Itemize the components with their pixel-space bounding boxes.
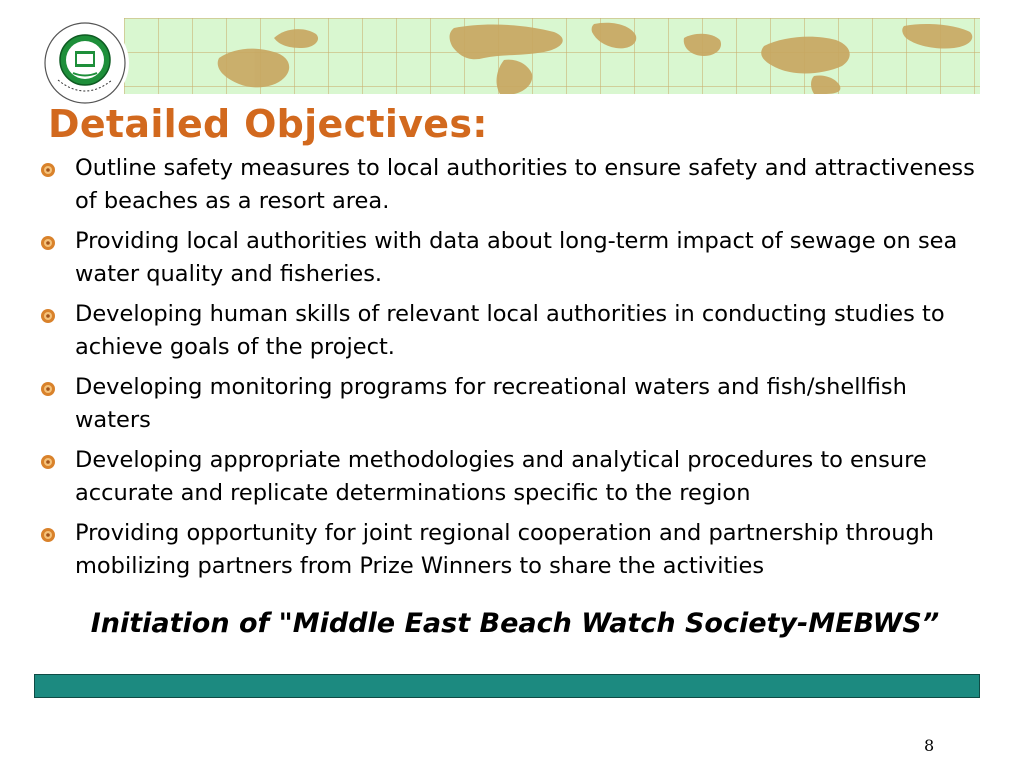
bullet-icon [40, 527, 56, 543]
objective-item [38, 298, 978, 364]
objective-text: Developing human skills of relevant local authorities in conducting studies to achieve goals of the project. [75, 301, 945, 360]
world-map-icon [124, 18, 980, 94]
slide-title: Detailed Objectives: [48, 102, 488, 146]
bullet-icon [40, 454, 56, 470]
objective-text: Outline safety measures to local authorities to ensure safety and attractiveness of beaches as a resort area. [75, 155, 975, 214]
bullet-icon [40, 235, 56, 251]
objective-item [38, 444, 978, 510]
page-number: 8 [924, 736, 935, 755]
bullet-icon [40, 381, 56, 397]
initiative-highlight: Initiation of "Middle East Beach Watch Society-MEBWS” [90, 608, 940, 639]
bullet-icon [40, 162, 56, 178]
bullet-icon [40, 308, 56, 324]
objective-text: Providing local authorities with data about long-term impact of sewage on sea water quality and fisheries. [75, 228, 958, 287]
world-map-banner [124, 18, 980, 94]
objectives-list [38, 152, 978, 590]
objective-item [38, 371, 978, 437]
footer-bar [34, 674, 980, 698]
objective-text: Providing opportunity for joint regional cooperation and partnership through mobilizing partners from Prize Winners to share the activities [75, 520, 935, 579]
objective-text: Developing monitoring programs for recreational waters and fish/shellfish waters [75, 374, 907, 433]
objective-item [38, 152, 978, 218]
objective-text: Developing appropriate methodologies and analytical procedures to ensure accurate and replicate determinations specific to the region [75, 447, 927, 506]
university-logo [40, 18, 130, 108]
objective-item [38, 517, 978, 583]
university-seal-icon [40, 18, 130, 108]
objective-item [38, 225, 978, 291]
